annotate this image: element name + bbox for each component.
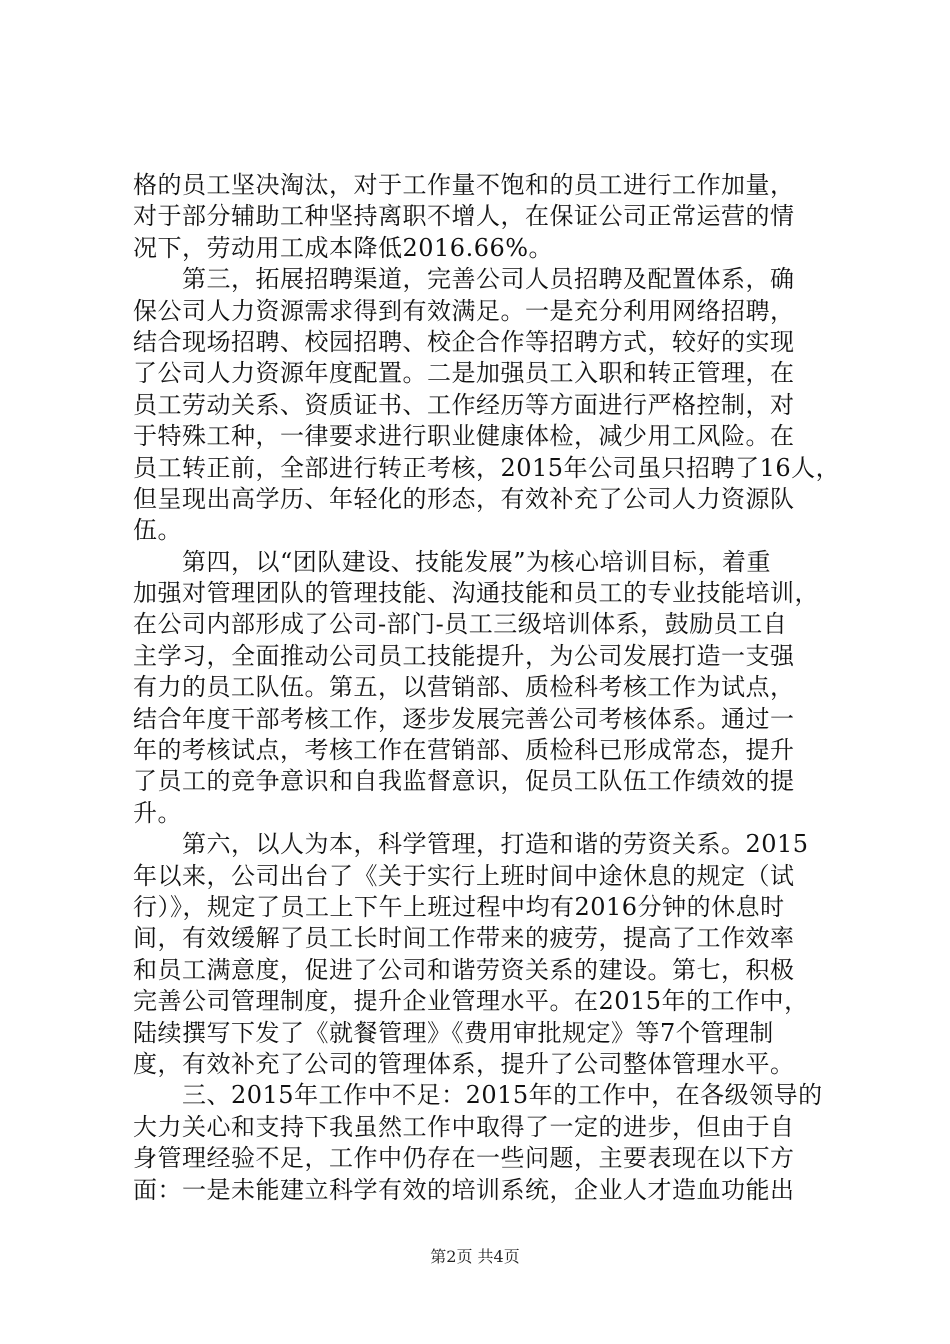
body-line: 和员工满意度，促进了公司和谐劳资关系的建设。第七，积极 <box>133 955 795 984</box>
body-line: 但呈现出高学历、年轻化的形态，有效补充了公司人力资源队 <box>133 484 795 513</box>
body-line: 况下，劳动用工成本降低2016.66%。 <box>133 233 554 262</box>
body-line: 主学习，全面推动公司员工技能提升，为公司发展打造一支强 <box>133 641 795 670</box>
body-line: 在公司内部形成了公司-部门-员工三级培训体系，鼓励员工自 <box>133 610 788 639</box>
body-line: 完善公司管理制度，提升企业管理水平。在2015年的工作中， <box>133 987 809 1016</box>
body-line: 了员工的竞争意识和自我监督意识，促员工队伍工作绩效的提 <box>133 767 795 796</box>
body-line: 保公司人力资源需求得到有效满足。一是充分利用网络招聘， <box>133 296 795 325</box>
body-line: 员工劳动关系、资质证书、工作经历等方面进行严格控制，对 <box>133 390 795 419</box>
body-line: 员工转正前，全部进行转正考核，2015年公司虽只招聘了16人， <box>133 453 841 482</box>
body-line: 年的考核试点，考核工作在营销部、质检科已形成常态，提升 <box>133 736 795 765</box>
body-line: 对于部分辅助工种坚持离职不增人，在保证公司正常运营的情 <box>133 202 795 231</box>
body-line: 行）》，规定了员工上下午上班过程中均有2016分钟的休息时 <box>133 892 785 921</box>
body-line: 大力关心和支持下我虽然工作中取得了一定的进步，但由于自 <box>133 1112 795 1141</box>
page-number-footer: 第2页 共4页 <box>430 1247 520 1266</box>
body-line: 了公司人力资源年度配置。二是加强员工入职和转正管理，在 <box>133 359 795 388</box>
body-line: 陆续撰写下发了《就餐管理》《费用审批规定》等7个管理制 <box>133 1018 774 1047</box>
body-line: 升。 <box>133 798 182 827</box>
body-line: 伍。 <box>133 516 182 545</box>
body-line: 第四，以“团队建设、技能发展”为核心培训目标，着重 <box>133 547 772 576</box>
body-line: 于特殊工种，一律要求进行职业健康体检，减少用工风险。在 <box>133 422 795 451</box>
body-line: 年以来，公司出台了《关于实行上班时间中途休息的规定（试 <box>133 861 795 890</box>
body-line: 加强对管理团队的管理技能、沟通技能和员工的专业技能培训， <box>133 579 819 608</box>
body-line: 面：一是未能建立科学有效的培训系统，企业人才造血功能出 <box>133 1175 795 1204</box>
body-line: 三、2015年工作中不足：2015年的工作中，在各级领导的 <box>133 1081 823 1110</box>
document-body <box>133 170 841 1206</box>
body-line: 间，有效缓解了员工长时间工作带来的疲劳，提高了工作效率 <box>133 924 795 953</box>
body-line: 度，有效补充了公司的管理体系，提升了公司整体管理水平。 <box>133 1049 795 1078</box>
body-line: 结合年度干部考核工作，逐步发展完善公司考核体系。通过一 <box>133 704 795 733</box>
body-line: 格的员工坚决淘汰，对于工作量不饱和的员工进行工作加量， <box>133 171 795 199</box>
body-line: 身管理经验不足，工作中仍存在一些问题，主要表现在以下方 <box>133 1144 795 1173</box>
body-line: 第六，以人为本，科学管理，打造和谐的劳资关系。2015 <box>133 830 809 859</box>
body-line: 第三，拓展招聘渠道，完善公司人员招聘及配置体系，确 <box>133 265 795 294</box>
body-line: 有力的员工队伍。第五，以营销部、质检科考核工作为试点， <box>133 673 795 702</box>
body-line: 结合现场招聘、校园招聘、校企合作等招聘方式，较好的实现 <box>133 327 795 356</box>
